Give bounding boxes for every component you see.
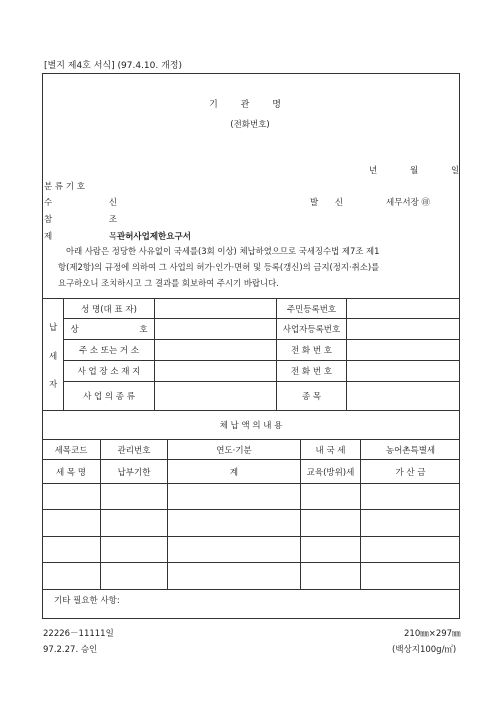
header-year-period: 연도·기분 — [216, 445, 252, 456]
footer-approval: 97.2.27. 승인 — [43, 645, 98, 655]
sender-value: 세무서장 ㊞ — [386, 198, 431, 208]
body-text-line-1: 아래 사람은 정당한 사유없이 국세를(3회 이상) 체납하였으므로 국세징수법 제7조 제1 — [66, 246, 380, 256]
footer-paper: (백상지100g/㎡) — [392, 645, 457, 655]
taxpayer-side-label-2: 세 — [49, 352, 58, 362]
footer-code: 22226－11111일 — [43, 629, 114, 639]
arrears-header-bottom-line — [42, 483, 460, 484]
arrears-row-line — [42, 509, 460, 510]
sender-label: 발 신 — [310, 198, 344, 208]
header-tax-code: 세목코드 — [54, 445, 88, 456]
taxpayer-trade-name-label: 상 호 — [70, 325, 148, 335]
header-due-date: 납부기한 — [117, 467, 151, 478]
body-text-line-2: 항(제2항)의 규정에 의하여 그 사업의 허가·인가·면허 및 등록(갱신)의 금지(정지·취소)를 — [58, 262, 380, 272]
date-month: 월 — [410, 166, 419, 176]
agency-phone: (전화번호) — [230, 120, 270, 130]
header-domestic-tax: 내 국 세 — [315, 445, 346, 456]
taxpayer-col-line — [154, 298, 155, 410]
arrears-row-line — [42, 536, 460, 537]
body-text-line-3: 요구하오니 조치하시고 그 결과를 회보하여 주시기 바랍니다. — [58, 278, 279, 288]
footer-size: 210㎜×297㎜ — [404, 629, 461, 639]
arrears-row-line — [42, 562, 460, 563]
taxpayer-business-phone-label: 전 화 번 호 — [291, 367, 332, 377]
taxpayer-resident-no-label: 주민등록번호 — [286, 304, 337, 315]
classification-label: 분 류 기 호 — [44, 182, 85, 192]
taxpayer-business-address-label: 사 업 장 소 재 지 — [77, 367, 141, 377]
header-rural-special-tax: 농어촌특별세 — [385, 445, 436, 456]
date-year: 년 — [369, 166, 378, 176]
header-penalty: 가 산 금 — [395, 467, 426, 478]
reference-label: 참 조 — [44, 215, 118, 225]
taxpayer-name-label: 성 명(대 표 자) — [81, 304, 137, 315]
subject-value: 관허사업제한요구서 — [117, 232, 191, 242]
subject-label: 제 목 — [44, 232, 118, 242]
taxpayer-business-type-label: 사 업 의 종 류 — [83, 392, 135, 402]
arrears-title: 체 납 액 의 내 용 — [219, 421, 283, 431]
agency-name: 기 관 명 — [209, 100, 291, 110]
taxpayer-side-label-3: 자 — [49, 380, 58, 390]
header-tax-item-name: 세 목 명 — [55, 467, 87, 478]
date-day: 일 — [451, 166, 460, 176]
taxpayer-business-reg-label: 사업자등록번호 — [282, 325, 341, 335]
taxpayer-side-label-1: 납 — [49, 323, 58, 333]
taxpayer-business-item-label: 종 목 — [301, 392, 322, 402]
recipient-label: 수 신 — [44, 198, 118, 208]
taxpayer-col-line — [346, 298, 347, 410]
taxpayer-phone-label: 전 화 번 호 — [291, 346, 332, 356]
taxpayer-address-label: 주 소 또는 거 소 — [78, 346, 140, 356]
header-total: 계 — [229, 467, 239, 478]
other-matters-label: 기타 필요한 사항: — [54, 596, 120, 606]
arrears-bottom-line — [42, 589, 460, 590]
header-education-tax: 교육(방위)세 — [306, 467, 355, 478]
form-header: [별지 제4호 서식] (97.4.10. 개정) — [44, 61, 182, 71]
header-management-no: 관리번호 — [117, 445, 151, 456]
